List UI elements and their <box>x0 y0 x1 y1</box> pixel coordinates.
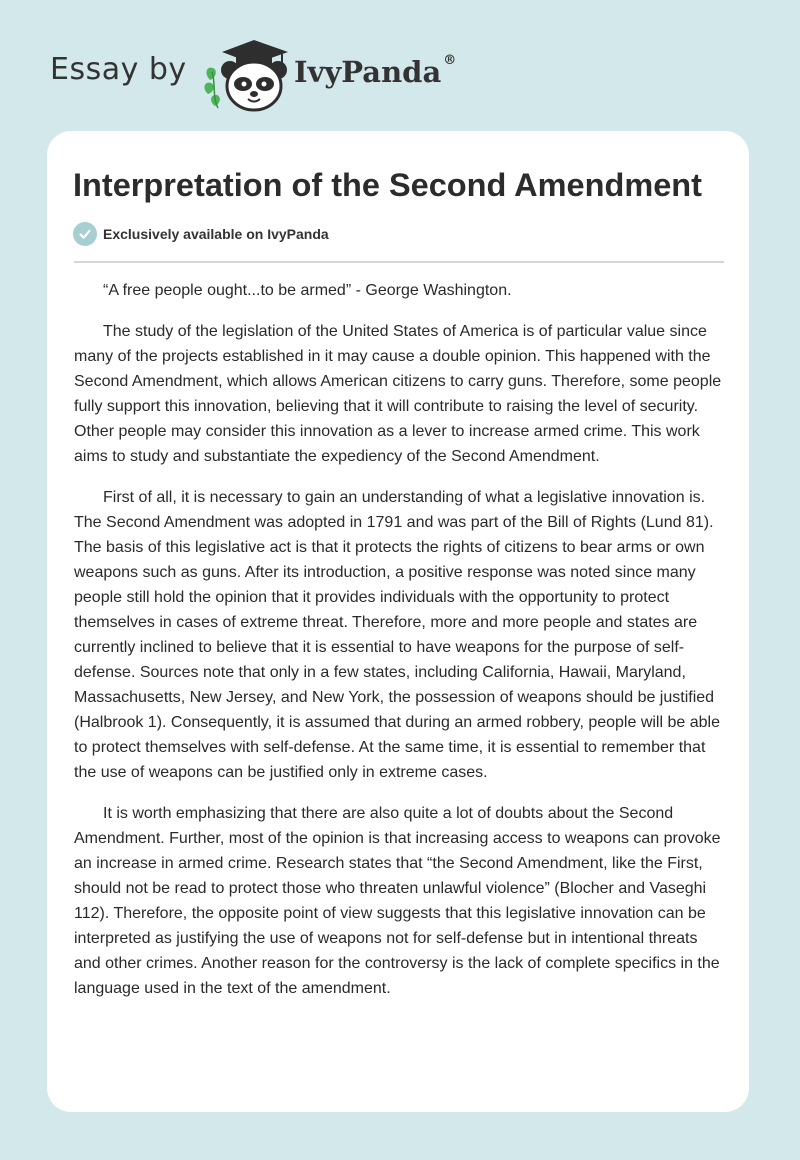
brand-name[interactable] <box>294 55 456 89</box>
exclusive-badge <box>73 221 329 247</box>
page-title: Interpretation of the Second Amendment <box>73 167 702 203</box>
registered-mark: ® <box>443 53 457 68</box>
site-header <box>0 0 800 130</box>
essay-paragraph: First of all, it is necessary to gain an understanding of what a legislative innovation is. The Second Amendment was adopted in 1791 and was part of the Bill of Rights (Lund 81). The basis of this legislative act is that it protects the rights of citizens to bear arms or own weapons such as guns. After its introduction, a positive response was noted since many people still hold the opinion that it provides individuals with the opportunity to protect themselves in cases of extreme threat. Therefore, more and more people and states are currently inclined to believe that it is essential to have weapons for the purpose of self-defense. Sources note that only in a few states, including California, Hawaii, Maryland, Massachusetts, New Jersey, and New York, the possession of weapons should be justified (Halbrook 1). Consequently, it is assumed that during an armed robbery, people will be able to protect themselves with self-defense. At the same time, it is essential to remember that the use of weapons can be justified only in extreme cases. <box>74 489 720 781</box>
brand-prefix: Essay by <box>50 52 187 87</box>
essay-paragraph: It is worth emphasizing that there are also quite a lot of doubts about the Second Amendment. Further, most of the opinion is that increasing access to weapons can provoke an increase in armed crime. Research states that “the Second Amendment, like the First, should not be read to protect those who threaten unlawful violence” (Blocher and Vaseghi 112). Therefore, the opposite point of view suggests that this legislative innovation can be interpreted as justifying the use of weapons not for self-defense but in intentional threats and other crimes. Another reason for the controversy is the lack of complete specifics in the language used in the text of the amendment. <box>74 805 721 997</box>
exclusive-badge-label: Exclusively available on IvyPanda <box>103 226 329 242</box>
essay-paragraph: The study of the legislation of the United States of America is of particular value since many of the projects established in it may cause a double opinion. This happened with the Second Amendment, which allows American citizens to carry guns. Therefore, some people fully support this innovation, believing that it will contribute to raising the level of security. Other people may consider this innovation as a lever to increase armed crime. This work aims to study and substantiate the expediency of the Second Amendment. <box>74 323 722 465</box>
brand-name-text: IvyPanda <box>294 55 442 89</box>
essay-paragraph: “A free people ought...to be armed” - George Washington. <box>103 282 512 299</box>
essay-body <box>74 278 724 1017</box>
panda-logo-icon[interactable] <box>200 36 292 112</box>
check-circle-icon <box>73 222 97 246</box>
divider <box>74 261 724 263</box>
essay-card <box>47 131 749 1112</box>
